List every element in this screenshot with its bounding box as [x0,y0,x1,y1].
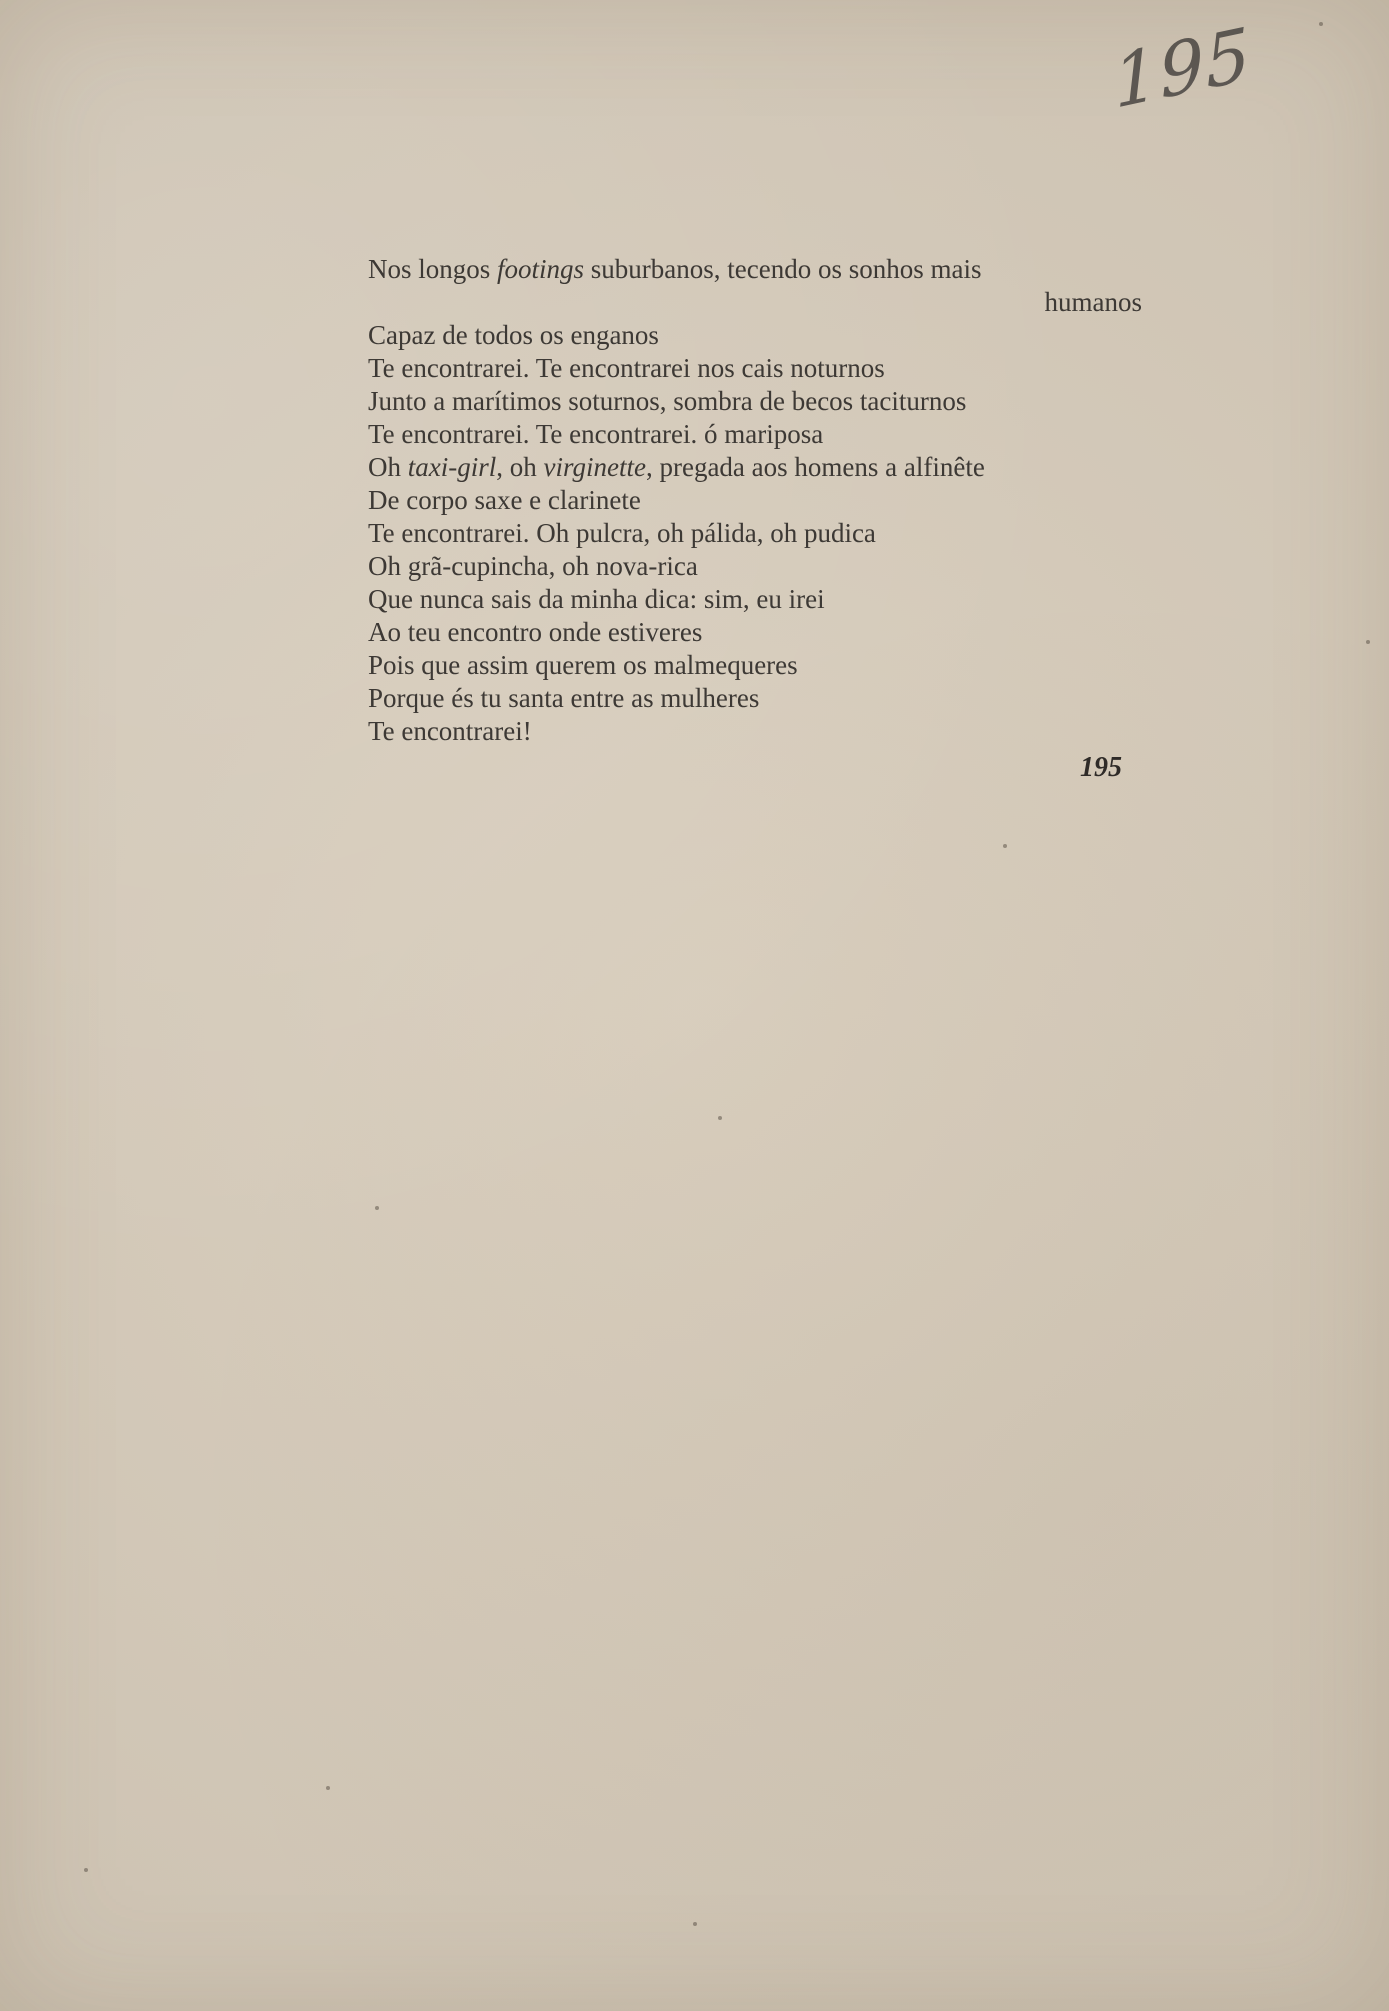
poem-line [368,616,1148,649]
poem-line [368,583,1148,616]
poem-italic-word: taxi-girl [407,452,497,482]
poem-text-segment: Oh [368,452,408,482]
handwritten-page-number: 195 [1110,11,1254,125]
poem-text [368,253,1148,748]
poem-line [368,484,1148,517]
poem-line [368,715,1148,748]
paper-speck [84,1868,88,1872]
poem-text-segment: Te encontrarei. Te encontrarei. ó mariposa [368,419,824,449]
printed-page-number: 195 [1080,752,1122,783]
poem-text-segment: Capaz de todos os enganos [368,320,659,350]
poem-text-segment: Que nunca sais da minha dica: sim, eu irei [368,584,825,614]
poem-italic-word: virginette [543,452,646,482]
paper-speck [1319,22,1323,26]
poem-text-segment: De corpo saxe e clarinete [368,485,641,515]
poem-line [368,649,1148,682]
poem-text-segment: Te encontrarei. Te encontrarei nos cais noturnos [368,353,885,383]
poem-text-segment: humanos [1044,287,1142,317]
paper-speck [718,1116,722,1120]
paper-speck [1366,640,1370,644]
paper-speck [375,1206,379,1210]
poem-line-continuation [368,286,1148,319]
poem-line [368,253,1148,286]
poem-line [368,352,1148,385]
paper-speck [693,1922,697,1926]
poem-text-segment: , pregada aos homens a alfinête [645,452,985,482]
poem-text-segment: Porque és tu santa entre as mulheres [368,683,760,713]
poem-text-segment: Oh grã-cupincha, oh nova-rica [368,551,698,581]
poem-text-segment: Ao teu encontro onde estiveres [368,617,703,647]
poem-line [368,418,1148,451]
poem-text-segment: Junto a marítimos soturnos, sombra de becos taciturnos [368,386,967,416]
poem-line [368,385,1148,418]
poem-text-segment: Te encontrarei. Oh pulcra, oh pálida, oh pudica [368,518,876,548]
poem-text-segment: Nos longos [368,254,498,284]
paper-speck [1003,844,1007,848]
poem-line [368,517,1148,550]
poem-line [368,550,1148,583]
poem-line [368,319,1148,352]
paper-speck [326,1786,330,1790]
poem-line [368,682,1148,715]
poem-text-segment: , oh [496,452,544,482]
poem-text-segment: Pois que assim querem os malmequeres [368,650,798,680]
poem-italic-word: footings [497,254,585,284]
poem-text-segment: suburbanos, tecendo os sonhos mais [584,254,982,284]
poem-line [368,451,1148,484]
poem-text-segment: Te encontrarei! [368,716,532,746]
